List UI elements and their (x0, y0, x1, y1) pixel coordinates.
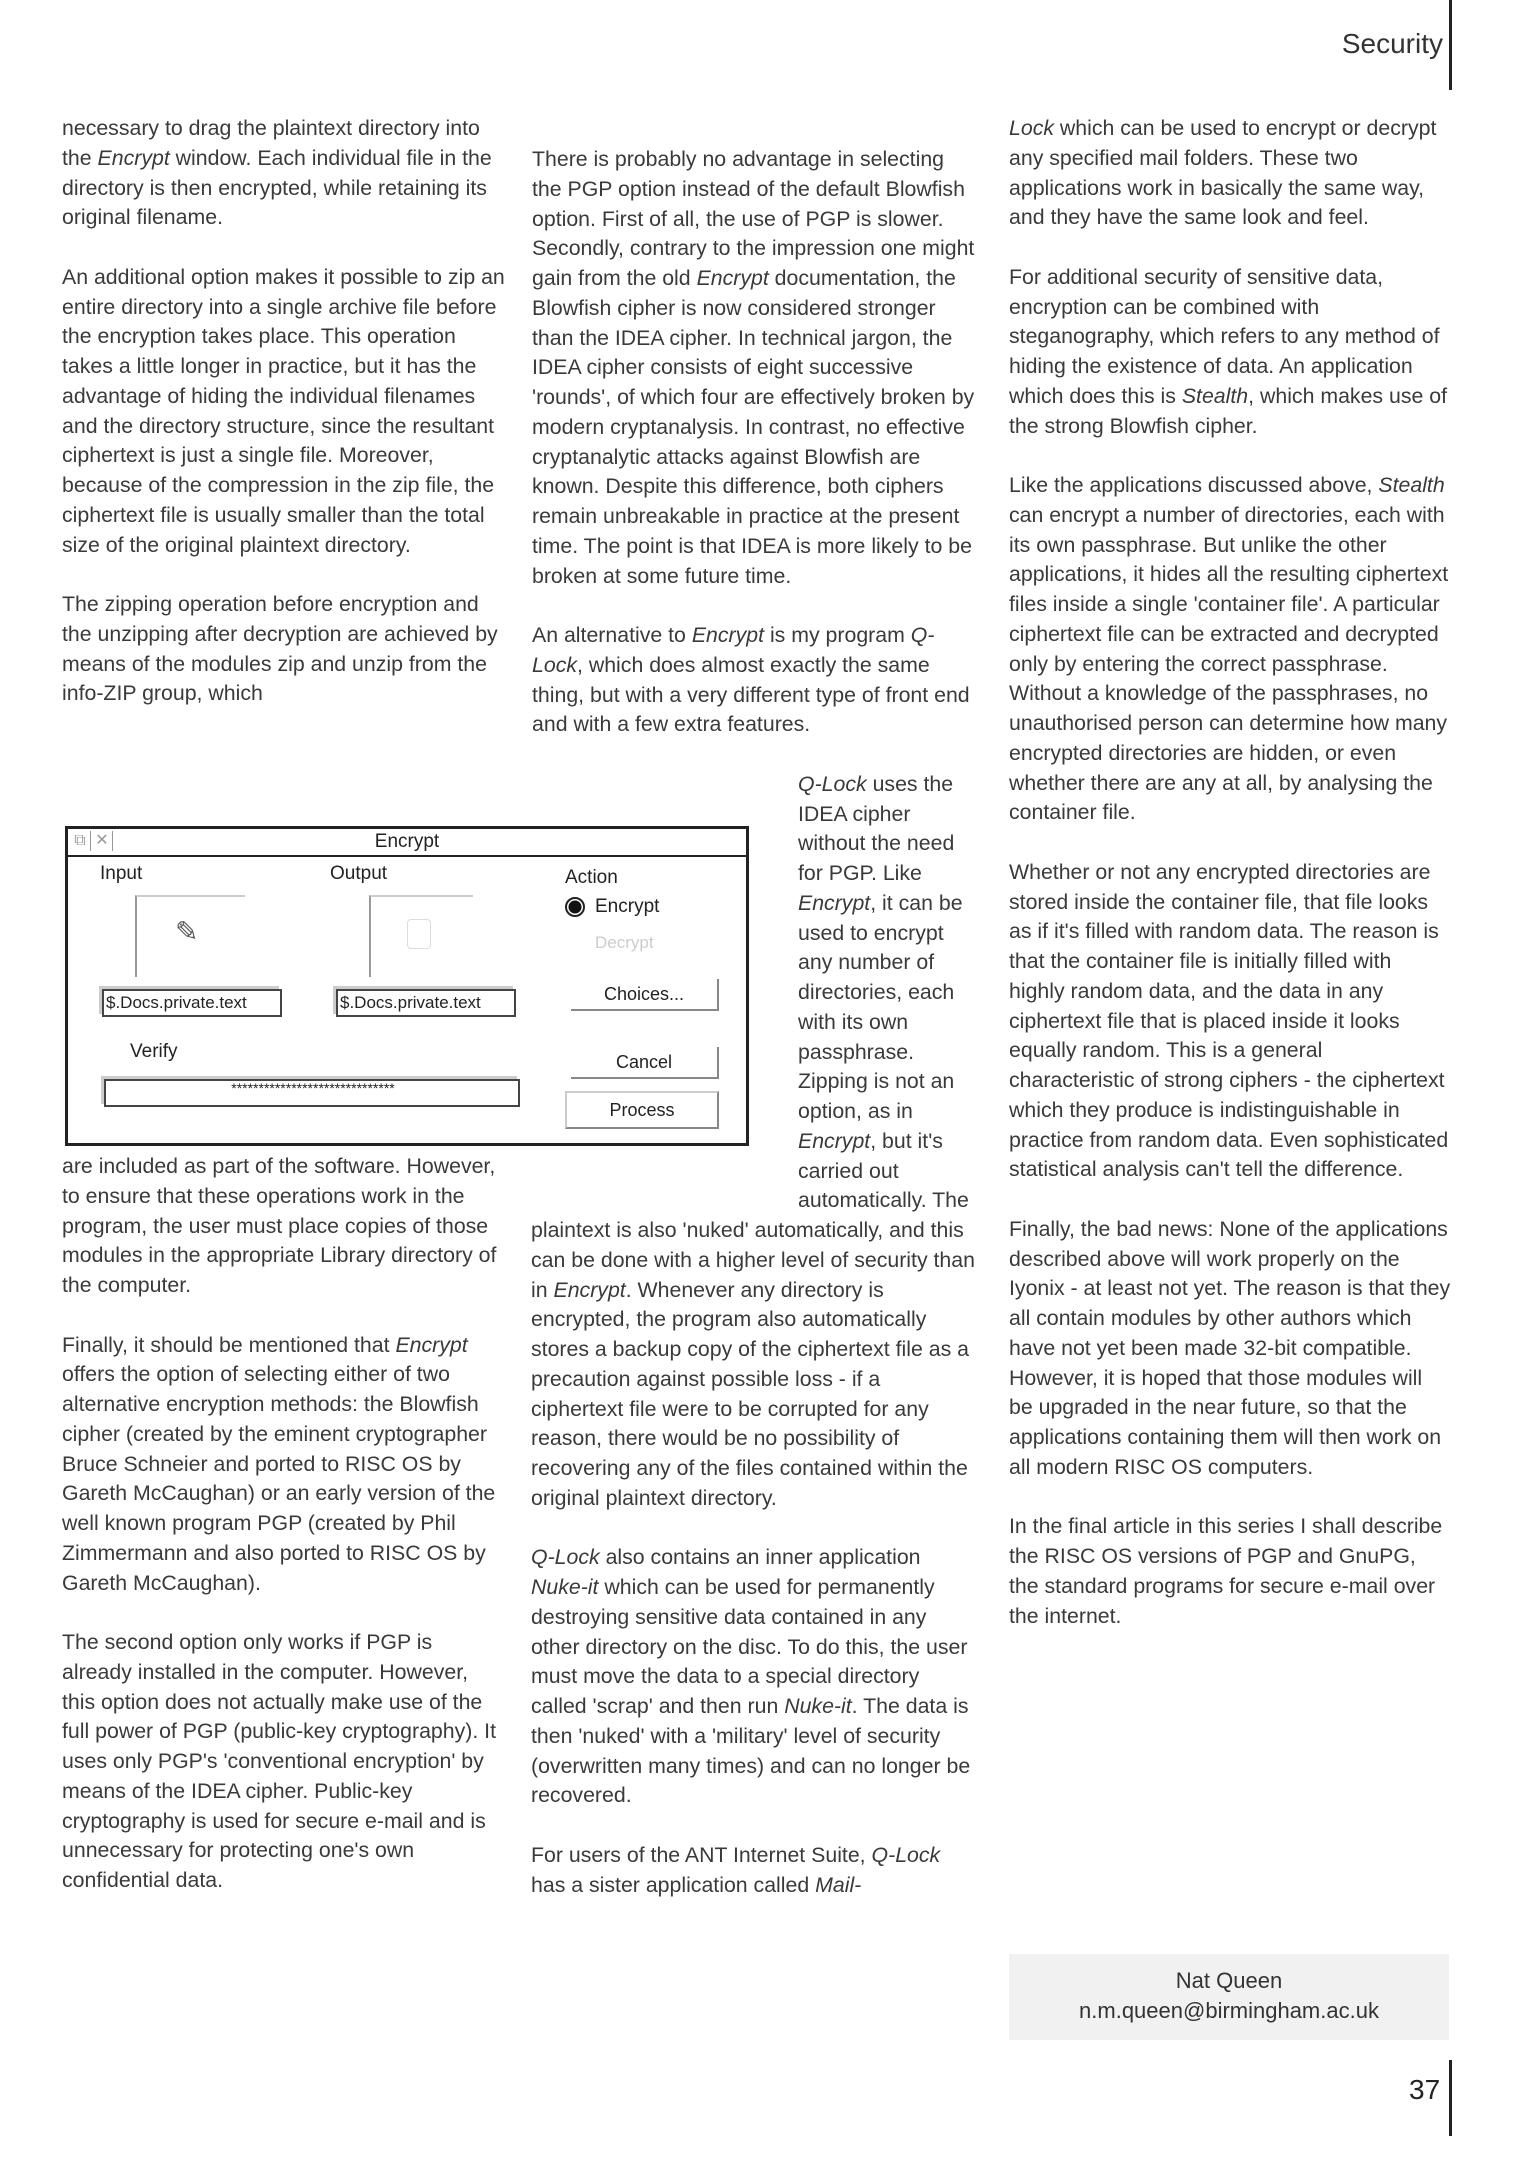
paragraph (1009, 1512, 1451, 1631)
paragraph (531, 1841, 977, 1901)
text-run: window. Each individual file in the directory is then encrypted, while retaining its original filename. (62, 145, 492, 230)
text-run: Like the applications discussed above, (1009, 473, 1379, 497)
action-label: Action (565, 867, 618, 888)
italic-term: Q-Lock (871, 1842, 941, 1867)
paragraph (62, 590, 506, 709)
output-drop-zone[interactable] (369, 895, 473, 977)
paragraph (62, 1628, 506, 1896)
italic-term: Nuke-it (531, 1575, 599, 1599)
back-icon[interactable]: ⧉ (70, 831, 91, 851)
column-1-bottom (62, 1152, 506, 1896)
text-run: uses the IDEA cipher without the need for PGP. Like (798, 771, 955, 885)
header-rule (1449, 0, 1452, 90)
author-name: Nat Queen (1175, 1968, 1283, 1993)
text-run: , which does almost exactly the same thing, but with a very different type of front end and with a few extra features. (532, 652, 970, 737)
paragraph (62, 1331, 506, 1599)
encrypt-radio[interactable] (565, 897, 585, 917)
column-3-text (1009, 114, 1451, 1631)
text-run: For additional security of sensitive data, encryption can be combined with steganography, which refers to any method of hiding the existence of data. An application which does this is (1009, 264, 1440, 408)
text-run: is my program (764, 623, 911, 647)
text-file-icon: ✎ (175, 916, 199, 947)
author-email[interactable]: n.m.queen@birmingham.ac.uk (1079, 1998, 1379, 2023)
paragraph (1009, 263, 1451, 442)
paragraph (62, 263, 506, 561)
text-run: . The data is then 'nuked' with a 'military' level of security (overwritten many times) and can no longer be recovered. (531, 1694, 971, 1808)
encrypted-file-icon (407, 919, 431, 949)
italic-term: Stealth (1378, 473, 1445, 497)
input-label: Input (100, 863, 143, 884)
column-1-top (62, 114, 506, 709)
text-run: can encrypt a number of directories, each with its own passphrase. But unlike the other applications, it hides all the resulting ciphertext files inside a single 'container file'. A particular ciphertext file can be extracted and decrypted only by entering the correct passphrase. Without a knowledge of the passphrases, no unauthorised person can determine how many encrypted directories are hidden, or even whether there are any at all, by analysing the container file. (1009, 502, 1449, 825)
output-path-field[interactable]: $.Docs.private.text (336, 989, 516, 1017)
text-run: has a sister application called (531, 1872, 816, 1897)
column-3 (1009, 114, 1451, 1661)
paragraph (62, 1152, 506, 1301)
cancel-button[interactable]: Cancel (571, 1047, 719, 1079)
page-number: 37 (1409, 2074, 1441, 2105)
text-run: also contains an inner application (599, 1545, 921, 1570)
text-run: Finally, it should be mentioned that (62, 1332, 396, 1357)
paragraph (531, 621, 977, 740)
text-run: offers the option of selecting either of two alternative encryption methods: the Blowfish cipher (created by the eminent cryptographer Bruce Schneier and ported to RISC OS by Gareth McCaughan) or an early version of the well known program PGP (created by Phil Zimmermann and also ported to RISC OS by Gareth McCaughan). (62, 1362, 496, 1595)
italic-term: Encrypt (97, 145, 170, 170)
italic-term: Q-Lock (531, 1545, 600, 1570)
text-run: documentation, the Blowfish cipher is now considered stronger than the IDEA cipher. In technical jargon, the IDEA cipher consists of eight successive 'rounds', of which four are effectively broken by modern cryptanalysis. In contrast, no effective cryptanalytic attacks against Blowfish are known. Despite this difference, both ciphers remain unbreakable in practice at the present time. The point is that IDEA is more likely to be broken at some future time. (532, 266, 975, 588)
text-run: Finally, the bad news: None of the applications described above will work properly on the Iyonix - at least not yet. The reason is that they all contain modules by other authors which have not yet been made 32-bit compatible. However, it is hoped that those modules will be upgraded in the near future, so that the applications containing them will then work on all modern RISC OS computers. (1009, 1216, 1451, 1479)
paragraph (1009, 858, 1451, 1185)
verify-label: Verify (130, 1041, 178, 1062)
italic-term: Encrypt (395, 1332, 468, 1357)
italic-term: Encrypt (691, 623, 765, 647)
text-run: An alternative to (532, 623, 692, 647)
process-button[interactable]: Process (565, 1091, 719, 1129)
window-title: Encrypt (374, 831, 440, 852)
close-icon[interactable]: ✕ (92, 831, 113, 851)
text-run: necessary to drag the plaintext directory into the (62, 116, 480, 170)
italic-term: Lock (1009, 116, 1054, 140)
input-drop-zone[interactable] (135, 895, 245, 977)
italic-term: Q-Lock (532, 623, 935, 677)
text-run: In the final article in this series I shall describe the RISC OS versions of PGP and GnuPG, the standard programs for secure e-mail over the internet. (1009, 1514, 1443, 1628)
text-run: The zipping operation before encryption and the unzipping after decryption are achieved by means of the modules zip and unzip from the info-ZIP group, which (62, 592, 498, 706)
text-run: , but it's carried out automatically. The plaintext is also 'nuked' automatically, and this can be done with a higher level of security than in (531, 1128, 975, 1302)
text-run: , it can be used to encrypt any number of directories, each with its own passphrase. Zipping is not an option, as in (798, 890, 963, 1123)
paragraph (1009, 471, 1451, 828)
input-path-field[interactable]: $.Docs.private.text (102, 989, 282, 1017)
italic-term: Encrypt (553, 1277, 626, 1302)
output-label: Output (330, 863, 388, 884)
text-run: which can be used to encrypt or decrypt any specified mail folders. These two applications work in basically the same way, and they have the same look and feel. (1009, 116, 1437, 230)
section-header: Security (1341, 28, 1443, 59)
paragraph (1009, 1215, 1451, 1483)
paragraph (531, 1543, 977, 1811)
decrypt-option-label: Decrypt (595, 933, 654, 952)
italic-term: Stealth (1181, 383, 1249, 408)
italic-term: Mail- (815, 1872, 862, 1897)
italic-term: Encrypt (798, 1128, 871, 1153)
text-run: An additional option makes it possible to zip an entire directory into a single archive file before the encryption takes place. This operation takes a little longer in practice, but it has the advantage of hiding the individual filenames and the directory structure, since the resultant ciphertext is just a single file. Moreover, because of the compression in the zip file, the ciphertext file is usually smaller than the total size of the original plaintext directory. (62, 264, 505, 557)
italic-term: Encrypt (696, 266, 769, 290)
verify-passphrase-field[interactable]: ****************************** (104, 1079, 520, 1107)
paragraph (531, 145, 977, 591)
text-run: , which makes use of the strong Blowfish cipher. (1009, 383, 1447, 438)
title-bar[interactable] (68, 829, 746, 857)
paragraph (62, 114, 506, 233)
text-run: The second option only works if PGP is already installed in the computer. However, this option does not actually make use of the full power of PGP (public-key cryptography). It uses only PGP's 'conventional encryption' by means of the IDEA cipher. Public-key cryptography is used for secure e-mail and is unnecessary for protecting one's own confidential data. (62, 1630, 497, 1892)
text-run: Whether or not any encrypted directories are stored inside the container file, that file looks as if it's filled with random data. The reason is that the container file is initially filled with highly random data, and the data in any ciphertext file that is placed inside it looks equally random. This is a general characteristic of strong ciphers - the ciphertext which they produce is indistinguishable in practice from random data. Even sophisticated statistical analysis can't tell the difference. (1009, 859, 1449, 1182)
text-run: There is probably no advantage in selecting the PGP option instead of the default Blowfish option. First of all, the use of PGP is slower. Secondly, contrary to the impression one might gain from the old (532, 147, 975, 290)
italic-term: Q-Lock (798, 771, 867, 796)
text-run: which can be used for permanently destroying sensitive data contained in any other directory on the disc. To do this, the user must move the data to a special directory called 'scrap' and then run (531, 1575, 968, 1718)
italic-term: Encrypt (798, 890, 871, 915)
text-run: For users of the ANT Internet Suite, (531, 1842, 872, 1867)
choices-button[interactable]: Choices... (571, 979, 719, 1011)
encrypt-window (65, 826, 749, 1146)
italic-term: Nuke-it (784, 1694, 852, 1718)
page-number-rule (1449, 2060, 1452, 2136)
paragraph (1009, 114, 1451, 233)
text-run: . Whenever any directory is encrypted, the program also automatically stores a backup copy of the ciphertext file as a precaution against possible loss - if a ciphertext file were to be corrupted for any reason, there would be no possibility of recovering any of the files contained within the original plaintext directory. (531, 1277, 970, 1510)
text-run: are included as part of the software. However, to ensure that these operations work in the program, the user must place copies of those modules in the appropriate Library directory of the computer. (62, 1154, 497, 1297)
author-box (1009, 1954, 1449, 2040)
encrypt-option-label[interactable]: Encrypt (595, 896, 660, 917)
